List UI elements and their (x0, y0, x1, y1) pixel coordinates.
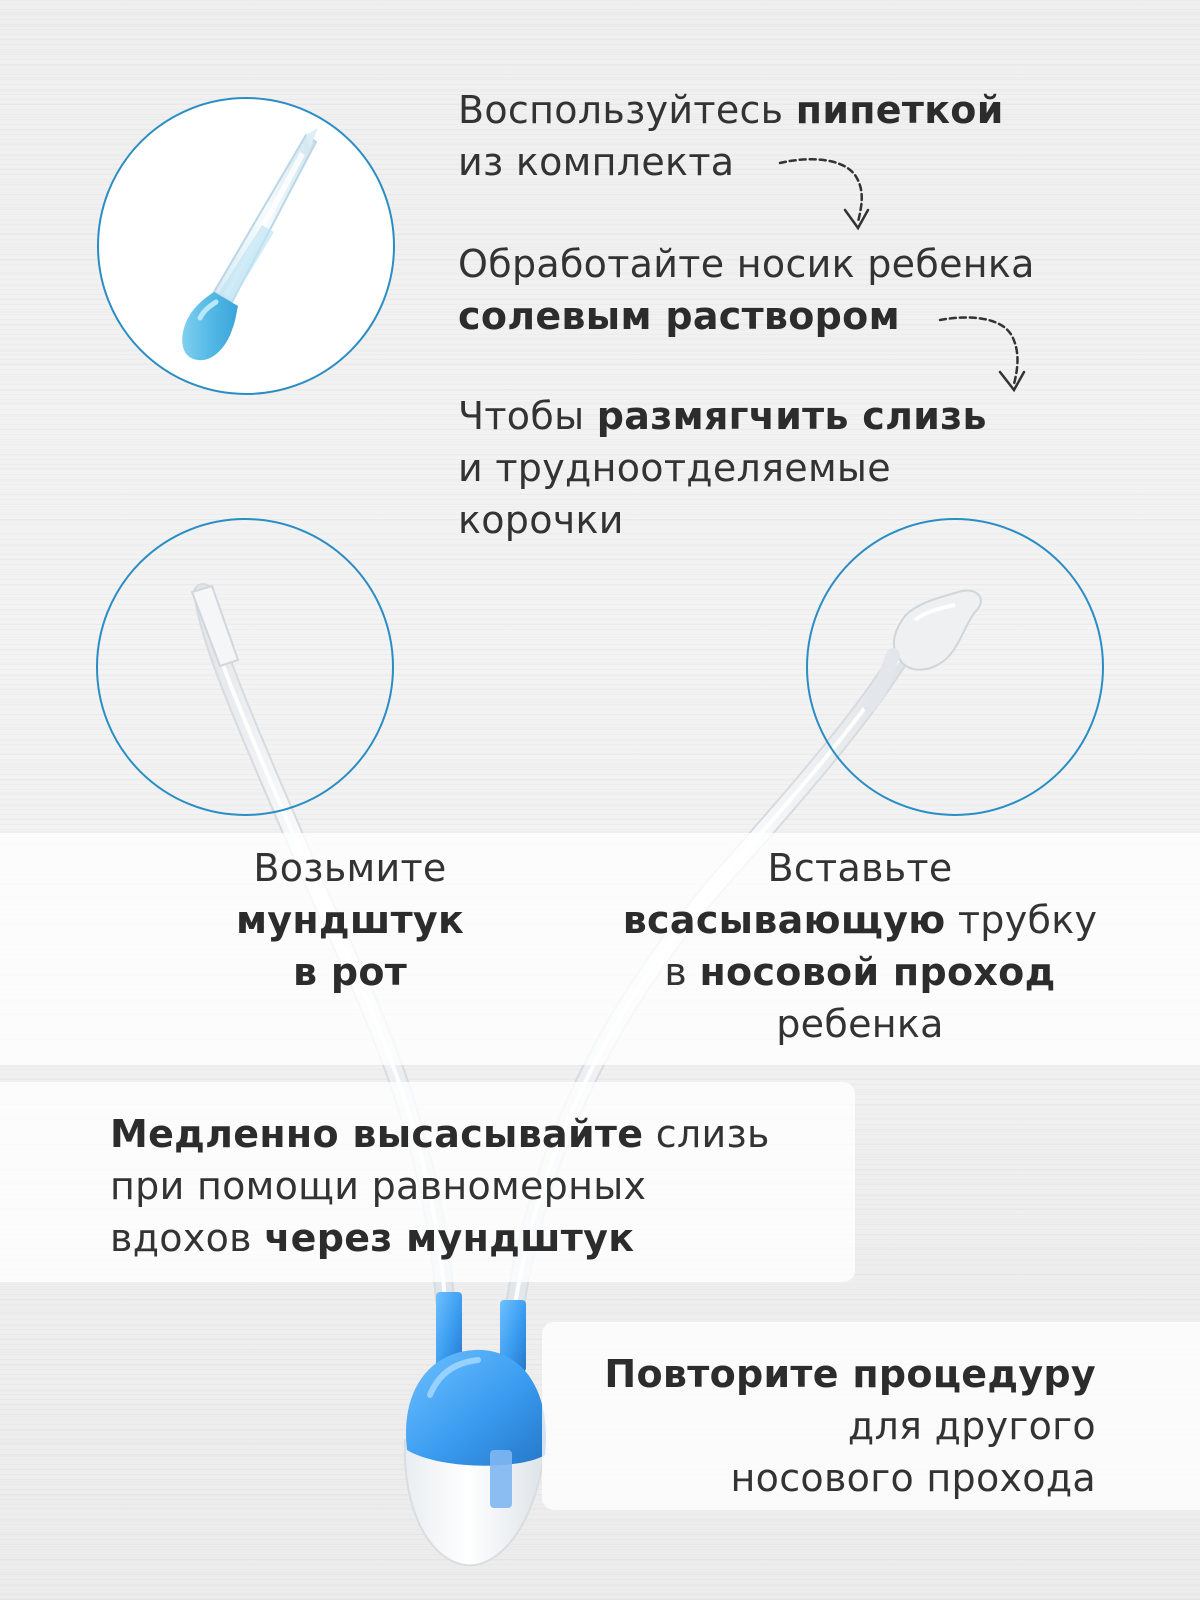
nose-tip-circle (807, 519, 1103, 815)
step2-line1: Обработайте носик ребенка (458, 242, 1035, 286)
step1-line2: из комплекта (458, 140, 735, 184)
step-suction-slowly (110, 1108, 850, 1264)
step3-bold: размягчить слизь (596, 394, 987, 438)
step6-bold: Медленно высасывайте (110, 1112, 644, 1156)
step-use-pipette (458, 84, 1158, 188)
step7-line3: носового прохода (730, 1456, 1096, 1500)
pipette-circle (98, 98, 394, 394)
step5-line4: ребенка (776, 1002, 944, 1046)
step6-bold2: через мундштук (264, 1216, 635, 1260)
step1-bold: пипеткой (795, 88, 1004, 132)
mouthpiece-circle (97, 519, 393, 815)
nasal-aspirator-icon (405, 1292, 546, 1565)
step-insert-tube (580, 842, 1140, 1050)
step1-text: Воспользуйтесь (458, 88, 796, 132)
step2-bold: солевым раствором (458, 294, 900, 338)
step4-bold2: в рот (292, 950, 408, 994)
step3-line3: корочки (458, 498, 624, 542)
step7-line2: для другого (847, 1404, 1096, 1448)
step3-line2: и трудноотделяемые (458, 446, 891, 490)
step4-bold: мундштук (235, 898, 465, 942)
step-treat-nose (458, 238, 1158, 342)
step6-text: слизь (643, 1112, 770, 1156)
step4-line1: Возьмите (253, 846, 447, 890)
step7-bold: Повторите процедуру (604, 1352, 1096, 1396)
step5-text: трубку (945, 898, 1098, 942)
step-soften-mucus (458, 390, 1158, 546)
step3-text: Чтобы (458, 394, 597, 438)
step-repeat-procedure (560, 1348, 1096, 1504)
step5-text2: в (664, 950, 700, 994)
step-take-mouthpiece (160, 842, 540, 998)
step5-bold2: носовой проход (699, 950, 1056, 994)
step6-line2: при помощи равномерных (110, 1164, 647, 1208)
step5-line1: Вставьте (767, 846, 953, 890)
step6-text2: вдохов (110, 1216, 265, 1260)
step5-bold: всасывающую (622, 898, 946, 942)
